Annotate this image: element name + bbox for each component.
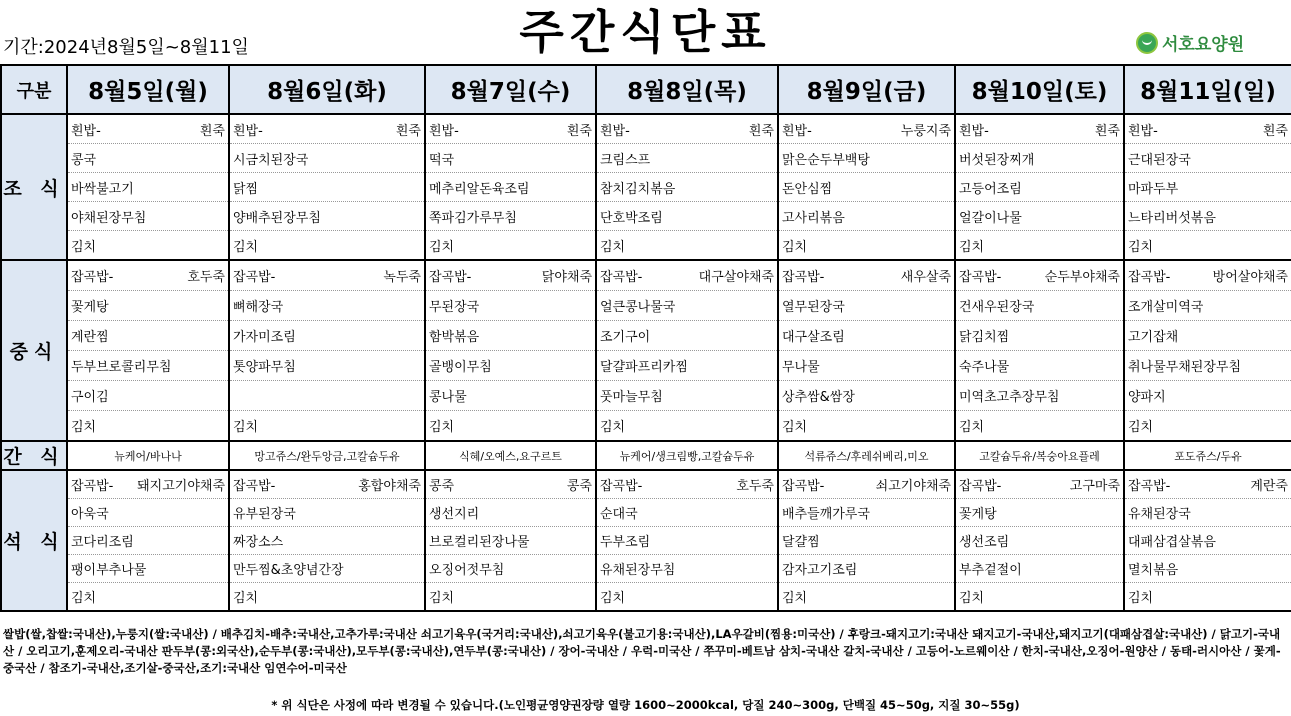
menu-item: 흰밥- [429, 123, 459, 139]
breakfast-cell [596, 114, 778, 144]
menu-item: 잡곡밥- [959, 479, 1002, 494]
breakfast-cell [1124, 114, 1291, 144]
menu-item: 톳양파무침 [233, 360, 296, 375]
breakfast-cell [425, 144, 596, 173]
lunch-cell [67, 411, 229, 442]
menu-item: 숙주나물 [959, 360, 1010, 375]
breakfast-cell [596, 202, 778, 231]
dinner-cell [596, 583, 778, 612]
menu-item: 대구살조림 [782, 330, 845, 345]
dinner-cell [955, 527, 1124, 555]
lunch-cell [596, 291, 778, 321]
dinner-cell [425, 555, 596, 583]
logo [1136, 30, 1244, 55]
menu-item: 얼갈이나물 [959, 210, 1022, 226]
snack-cell: 뉴케어/바나나 [67, 441, 229, 470]
menu-item: 김치 [233, 420, 259, 435]
smile-logo-icon [1136, 32, 1158, 54]
dinner-cell [1124, 555, 1291, 583]
breakfast-cell [1124, 173, 1291, 202]
lunch-cell [596, 260, 778, 291]
lunch-cell [67, 351, 229, 381]
menu-item: 콩국 [71, 152, 97, 168]
menu-item: 잡곡밥- [71, 270, 114, 285]
dinner-cell [778, 499, 955, 527]
menu-item: 잡곡밥- [71, 479, 114, 494]
menu-item: 건새우된장국 [959, 300, 1035, 315]
menu-item: 팽이부추나물 [71, 563, 147, 578]
breakfast-cell [67, 173, 229, 202]
menu-item: 고사리볶음 [782, 210, 845, 226]
menu-item-porridge: 콩죽 [566, 479, 592, 494]
breakfast-cell [596, 231, 778, 261]
dinner-cell [778, 470, 955, 499]
corner-label: 구분 [1, 65, 67, 114]
menu-item: 흰밥- [233, 123, 263, 139]
menu-item: 김치 [959, 239, 985, 255]
lunch-label: 중식 [1, 260, 67, 441]
day-header: 8월10일(토) [955, 65, 1124, 114]
day-header: 8월8일(목) [596, 65, 778, 114]
menu-item: 김치 [782, 420, 808, 435]
menu-item: 김치 [782, 239, 808, 255]
menu-item: 김치 [600, 239, 626, 255]
menu-item: 오징어젓무침 [429, 563, 505, 578]
menu-item: 꽃게탕 [71, 300, 109, 315]
menu-item: 흰밥- [959, 123, 989, 139]
menu-item: 떡국 [429, 152, 455, 168]
menu-item: 야채된장무침 [71, 210, 147, 226]
menu-item: 무나물 [782, 360, 820, 375]
lunch-cell [778, 321, 955, 351]
breakfast-cell [425, 114, 596, 144]
dinner-cell [229, 555, 425, 583]
breakfast-cell [1124, 202, 1291, 231]
snack-label: 간 식 [1, 441, 67, 470]
menu-item: 양파지 [1128, 390, 1166, 405]
menu-item: 멸치볶음 [1128, 563, 1179, 578]
dinner-cell [67, 583, 229, 612]
menu-item: 꽃게탕 [959, 507, 997, 522]
logo-text: 서호요양원 [1162, 35, 1245, 55]
snack-cell: 뉴케어/생크림빵,고칼슘두유 [596, 441, 778, 470]
lunch-cell [778, 411, 955, 442]
menu-item: 고등어조림 [959, 181, 1022, 197]
menu-item: 참치김치볶음 [600, 181, 676, 197]
menu-item-porridge: 녹두죽 [383, 270, 421, 285]
lunch-cell [425, 321, 596, 351]
dinner-cell [67, 470, 229, 499]
menu-item: 맑은순두부백탕 [782, 152, 870, 168]
menu-item: 함박볶음 [429, 330, 480, 345]
dinner-cell [955, 583, 1124, 612]
breakfast-cell [67, 202, 229, 231]
menu-item: 시금치된장국 [233, 152, 309, 168]
snack-cell: 식혜/오예스,요구르트 [425, 441, 596, 470]
menu-item: 유채된장국 [1128, 507, 1191, 522]
menu-item: 김치 [959, 591, 985, 606]
menu-item-porridge: 고구마죽 [1069, 479, 1120, 494]
dinner-cell [1124, 527, 1291, 555]
menu-item: 김치 [233, 239, 259, 255]
menu-item: 상추쌈&쌈장 [782, 390, 855, 405]
menu-item: 흰밥- [1128, 123, 1158, 139]
menu-item-porridge: 방어살야채죽 [1212, 270, 1288, 285]
lunch-cell [955, 260, 1124, 291]
lunch-cell [229, 351, 425, 381]
menu-item: 김치 [959, 420, 985, 435]
menu-item: 코다리조림 [71, 535, 134, 550]
breakfast-cell [67, 114, 229, 144]
menu-item: 무된장국 [429, 300, 480, 315]
menu-item-porridge: 흰죽 [395, 123, 421, 139]
menu-item: 김치 [600, 591, 626, 606]
menu-item-porridge: 호두죽 [187, 270, 225, 285]
menu-item: 돈안심찜 [782, 181, 833, 197]
snack-cell: 석류쥬스/후레쉬베리,미오 [778, 441, 955, 470]
breakfast-cell [778, 202, 955, 231]
lunch-cell [1124, 291, 1291, 321]
lunch-cell [425, 260, 596, 291]
breakfast-cell [425, 202, 596, 231]
menu-item-porridge: 새우살죽 [900, 270, 951, 285]
menu-item: 유부된장국 [233, 507, 296, 522]
day-header: 8월9일(금) [778, 65, 955, 114]
menu-item: 김치 [1128, 420, 1154, 435]
menu-item: 두부브로콜리무침 [71, 360, 172, 375]
menu-item-porridge: 흰죽 [1262, 123, 1288, 139]
breakfast-cell [229, 114, 425, 144]
lunch-cell [596, 321, 778, 351]
dinner-cell [67, 499, 229, 527]
lunch-cell [955, 291, 1124, 321]
breakfast-cell [778, 144, 955, 173]
menu-item: 브로컬리된장나물 [429, 535, 530, 550]
lunch-cell [1124, 260, 1291, 291]
menu-item: 잡곡밥- [1128, 479, 1171, 494]
menu-item: 조기구이 [600, 330, 651, 345]
menu-item: 김치 [782, 591, 808, 606]
menu-item: 계란찜 [71, 330, 109, 345]
lunch-cell [67, 291, 229, 321]
lunch-cell [67, 321, 229, 351]
menu-item: 콩나물 [429, 390, 467, 405]
breakfast-cell [955, 173, 1124, 202]
menu-item: 김치 [1128, 591, 1154, 606]
menu-item: 가자미조림 [233, 330, 296, 345]
menu-item-porridge: 쇠고기야채죽 [875, 479, 951, 494]
period-label: 기간:2024년8월5일~8월11일 [3, 37, 249, 58]
dinner-cell [778, 583, 955, 612]
dinner-cell [229, 499, 425, 527]
menu-item: 열무된장국 [782, 300, 845, 315]
menu-item: 잡곡밥- [429, 270, 472, 285]
menu-item: 달걀찜 [782, 535, 820, 550]
menu-item-porridge: 흰죽 [748, 123, 774, 139]
menu-item: 닭김치찜 [959, 330, 1010, 345]
lunch-cell [425, 291, 596, 321]
menu-item: 잡곡밥- [233, 479, 276, 494]
menu-item: 골뱅이무침 [429, 360, 492, 375]
dinner-cell [229, 470, 425, 499]
origin-notes: 쌀밥(쌀,찹쌀:국내산),누룽지(쌀:국내산) / 배추김치-배추:국내산,고추가루:국내산 쇠고기육우(국거리:국내산),쇠고기육우(불고기용:국내산),LA우갈비(찜용:미국산) / 후랑크-돼지고기:국내산 돼지고기-국내산,돼지고기(대패삼겹살:국내산) / 닭고기-국내산 / 오리고기,훈제오리-국내산 판두부(콩:외국산),순두부(콩:국내산),모두부(콩:국내산),연두부(콩:국내산) / 장어-국내산 / 우럭-미국산 / 쭈꾸미-베트남 삼치-국내산 갈치-국내산 / 고등어-노르웨이산 / 한치-국내산,오징어-원양산 / 동태-러시아산 / 꽃게-중국산 / 참조기-국내산,조기살-중국산,조기:국내산 임연수어-미국산 [3, 627, 1281, 675]
dinner-cell [1124, 499, 1291, 527]
breakfast-cell [778, 231, 955, 261]
lunch-cell [955, 411, 1124, 442]
menu-item: 쪽파김가루무침 [429, 210, 517, 226]
menu-item: 김치 [429, 591, 455, 606]
menu-item-porridge: 계란죽 [1250, 479, 1288, 494]
lunch-cell [425, 411, 596, 442]
footer-note: * 위 식단은 사정에 따라 변경될 수 있습니다.(노인평균영양권장량 열량 1600~2000kcal, 당질 240~300g, 단백질 45~50g, 지질 30~55g) [271, 698, 1020, 712]
menu-item: 달걀파프리카찜 [600, 360, 688, 375]
dinner-cell [67, 527, 229, 555]
menu-item: 부추겉절이 [959, 563, 1022, 578]
breakfast-label: 조 식 [1, 114, 67, 260]
menu-item: 흰밥- [600, 123, 630, 139]
dinner-cell [425, 499, 596, 527]
lunch-cell [955, 321, 1124, 351]
menu-item: 잡곡밥- [600, 479, 643, 494]
snack-cell: 망고쥬스/완두앙금,고칼슘두유 [229, 441, 425, 470]
dinner-cell [778, 555, 955, 583]
menu-item: 김치 [1128, 239, 1154, 255]
breakfast-cell [1124, 144, 1291, 173]
dinner-cell [596, 499, 778, 527]
lunch-cell [596, 411, 778, 442]
dinner-cell [425, 470, 596, 499]
lunch-cell [229, 260, 425, 291]
dinner-cell [955, 470, 1124, 499]
dinner-cell [778, 527, 955, 555]
menu-item: 고기잡채 [1128, 330, 1179, 345]
menu-item: 유채된장무침 [600, 563, 676, 578]
menu-item-porridge: 돼지고기야채죽 [137, 479, 225, 494]
menu-item: 생선지리 [429, 507, 480, 522]
menu-item: 콩죽 [429, 479, 455, 494]
lunch-cell [229, 321, 425, 351]
lunch-cell [425, 351, 596, 381]
breakfast-cell [425, 231, 596, 261]
breakfast-cell [778, 114, 955, 144]
menu-item: 얼큰콩나물국 [600, 300, 676, 315]
menu-item: 대패삼겹살볶음 [1128, 535, 1216, 550]
menu-item: 닭찜 [233, 181, 259, 197]
dinner-cell [596, 527, 778, 555]
day-header: 8월6일(화) [229, 65, 425, 114]
menu-item: 아욱국 [71, 507, 109, 522]
menu-item: 메추리알돈육조림 [429, 181, 530, 197]
lunch-cell [425, 381, 596, 411]
snack-cell: 고칼슘두유/복숭아요플레 [955, 441, 1124, 470]
menu-table [0, 64, 1291, 612]
menu-item: 김치 [71, 420, 97, 435]
lunch-cell [1124, 351, 1291, 381]
lunch-cell [955, 351, 1124, 381]
day-header: 8월11일(일) [1124, 65, 1291, 114]
menu-item-porridge: 누룽지죽 [900, 123, 951, 139]
menu-item: 풋마늘무침 [600, 390, 663, 405]
menu-item: 취나물무채된장무침 [1128, 360, 1242, 375]
menu-item: 버섯된장찌개 [959, 152, 1035, 168]
day-header: 8월7일(수) [425, 65, 596, 114]
menu-item: 바싹불고기 [71, 181, 134, 197]
menu-item: 순대국 [600, 507, 638, 522]
breakfast-cell [955, 144, 1124, 173]
menu-item: 김치 [71, 591, 97, 606]
menu-item: 크림스프 [600, 152, 651, 168]
menu-item: 잡곡밥- [233, 270, 276, 285]
menu-item: 흰밥- [782, 123, 812, 139]
menu-item-porridge: 순두부야채죽 [1044, 270, 1120, 285]
menu-item: 느타리버섯볶음 [1128, 210, 1216, 226]
dinner-label: 석 식 [1, 470, 67, 611]
dinner-cell [596, 555, 778, 583]
snack-cell: 포도쥬스/두유 [1124, 441, 1291, 470]
menu-item: 뼈해장국 [233, 300, 284, 315]
lunch-cell [596, 351, 778, 381]
menu-item: 구이김 [71, 390, 109, 405]
lunch-cell [778, 381, 955, 411]
dinner-cell [955, 555, 1124, 583]
lunch-cell [1124, 411, 1291, 442]
lunch-cell [778, 291, 955, 321]
menu-item-porridge: 호두죽 [736, 479, 774, 494]
menu-item: 미역초고추장무침 [959, 390, 1060, 405]
menu-item: 김치 [71, 239, 97, 255]
lunch-cell [67, 381, 229, 411]
lunch-cell [67, 260, 229, 291]
breakfast-cell [425, 173, 596, 202]
breakfast-cell [229, 231, 425, 261]
menu-item-porridge: 흰죽 [1094, 123, 1120, 139]
menu-item: 조개살미역국 [1128, 300, 1204, 315]
menu-item: 마파두부 [1128, 181, 1179, 197]
breakfast-cell [229, 202, 425, 231]
menu-item: 양배추된장무침 [233, 210, 321, 226]
menu-item: 잡곡밥- [1128, 270, 1171, 285]
menu-item: 김치 [429, 239, 455, 255]
lunch-cell [1124, 321, 1291, 351]
menu-item-porridge: 닭야채죽 [541, 270, 592, 285]
menu-item: 잡곡밥- [600, 270, 643, 285]
menu-item: 근대된장국 [1128, 152, 1191, 168]
lunch-cell [778, 260, 955, 291]
dinner-cell [425, 583, 596, 612]
page-title: 주간식단표 [519, 5, 772, 59]
dinner-cell [955, 499, 1124, 527]
menu-item: 단호박조림 [600, 210, 663, 226]
dinner-cell [1124, 470, 1291, 499]
breakfast-cell [67, 144, 229, 173]
menu-item: 짜장소스 [233, 535, 284, 550]
menu-item: 잡곡밥- [782, 479, 825, 494]
lunch-cell [229, 291, 425, 321]
lunch-cell [1124, 381, 1291, 411]
breakfast-cell [67, 231, 229, 261]
menu-item-porridge: 홍합야채죽 [358, 479, 421, 494]
breakfast-cell [596, 144, 778, 173]
dinner-cell [67, 555, 229, 583]
menu-item: 감자고기조림 [782, 563, 858, 578]
menu-item-porridge: 대구살야채죽 [698, 270, 774, 285]
menu-item: 김치 [429, 420, 455, 435]
menu-item-porridge: 흰죽 [566, 123, 592, 139]
breakfast-cell [955, 202, 1124, 231]
dinner-cell [229, 583, 425, 612]
breakfast-cell [1124, 231, 1291, 261]
breakfast-cell [596, 173, 778, 202]
breakfast-cell [955, 231, 1124, 261]
menu-item: 생선조림 [959, 535, 1010, 550]
dinner-cell [596, 470, 778, 499]
breakfast-cell [955, 114, 1124, 144]
dinner-cell [229, 527, 425, 555]
menu-item-porridge: 흰죽 [199, 123, 225, 139]
breakfast-cell [229, 144, 425, 173]
menu-item: 만두찜&초양념간장 [233, 563, 344, 578]
lunch-cell [955, 381, 1124, 411]
lunch-cell [596, 381, 778, 411]
menu-item: 김치 [600, 420, 626, 435]
menu-item: 잡곡밥- [959, 270, 1002, 285]
day-header: 8월5일(월) [67, 65, 229, 114]
lunch-cell [229, 411, 425, 442]
breakfast-cell [229, 173, 425, 202]
menu-item: 두부조림 [600, 535, 651, 550]
menu-item: 흰밥- [71, 123, 101, 139]
dinner-cell [1124, 583, 1291, 612]
lunch-cell [778, 351, 955, 381]
dinner-cell [425, 527, 596, 555]
menu-item: 배추들깨가루국 [782, 507, 870, 522]
lunch-cell [229, 381, 425, 411]
menu-item: 잡곡밥- [782, 270, 825, 285]
menu-item: 김치 [233, 591, 259, 606]
breakfast-cell [778, 173, 955, 202]
